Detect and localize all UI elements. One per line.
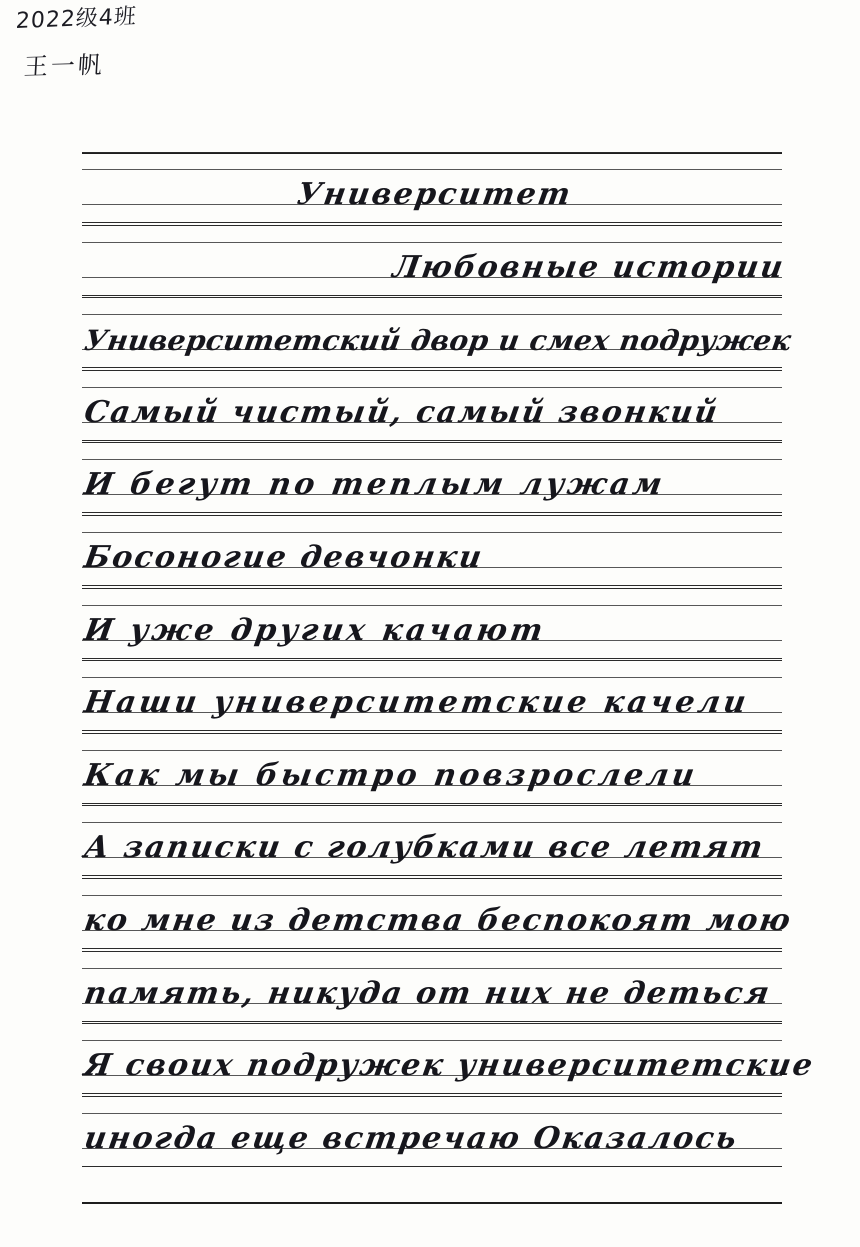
- guide-line-top: [82, 588, 782, 589]
- guide-line-descender: [82, 948, 782, 949]
- guide-line-top: [82, 370, 782, 371]
- writing-line: [81, 297, 794, 370]
- handwritten-text: иногда еще встречаю Оказалось: [81, 1120, 741, 1156]
- writing-line: [81, 878, 795, 951]
- guide-line-descender: [82, 875, 782, 876]
- writing-line: [82, 442, 782, 515]
- handwritten-text: Университетский двор и смех подружек: [81, 324, 794, 358]
- writing-line: [82, 515, 782, 588]
- handwritten-text: Самый чистый, самый звонкий: [81, 394, 722, 430]
- handwritten-text: Наши университетские качели: [81, 685, 752, 721]
- handwritten-text: ко мне из детства беспокоят мою: [81, 902, 795, 938]
- class-label: 2022级4班: [15, 4, 138, 35]
- writing-line: [81, 1023, 817, 1096]
- writing-line: [82, 733, 782, 806]
- guide-line-top: [82, 442, 782, 443]
- writing-line: [82, 225, 788, 298]
- guide-line-top: [82, 1096, 782, 1097]
- guide-line-top: [82, 805, 782, 806]
- guide-line-descender: [82, 1021, 782, 1022]
- handwritten-text: Как мы быстро повзрослели: [81, 757, 701, 793]
- writing-line: [82, 805, 782, 878]
- guide-line-top: [82, 733, 782, 734]
- guide-line-top: [82, 951, 782, 952]
- handwritten-text: И уже других качают: [81, 612, 549, 648]
- guide-line-descender: [82, 1166, 782, 1167]
- guide-line-top: [82, 1023, 782, 1024]
- guide-line-top: [82, 225, 782, 226]
- header-notes: [14, 4, 314, 82]
- writing-line: [82, 660, 782, 733]
- student-name: 王一帆: [23, 50, 106, 82]
- guide-line-descender: [82, 1093, 782, 1094]
- writing-line: [82, 152, 782, 225]
- handwritten-text: Любовные истории: [390, 249, 788, 285]
- guide-line-descender: [82, 295, 782, 296]
- handwritten-text: И бегут по теплым лужам: [81, 467, 668, 503]
- bottom-border-rule: [82, 1202, 782, 1204]
- guide-line-descender: [82, 440, 782, 441]
- guide-line-descender: [82, 222, 782, 223]
- handwritten-text: Босоногие девчонки: [81, 539, 487, 575]
- guide-line-descender: [82, 803, 782, 804]
- guide-line-top: [82, 515, 782, 516]
- handwritten-text: А записки с голубками все летят: [81, 830, 768, 866]
- guide-line-descender: [82, 367, 782, 368]
- guide-line-top: [82, 152, 782, 153]
- handwritten-text: память, никуда от них не деться: [81, 975, 774, 1011]
- guide-line-top: [82, 878, 782, 879]
- writing-line: [82, 370, 782, 443]
- guide-line-descender: [82, 730, 782, 731]
- guide-line-top: [82, 660, 782, 661]
- ruled-writing-area: [81, 152, 817, 1204]
- writing-line: [82, 1096, 782, 1169]
- guide-line-top: [82, 297, 782, 298]
- writing-line: [82, 951, 782, 1024]
- guide-line-descender: [82, 512, 782, 513]
- handwritten-text: Университет: [294, 177, 575, 212]
- writing-line: [82, 588, 782, 661]
- guide-line-descender: [82, 585, 782, 586]
- handwritten-text: Я своих подружек университетские: [81, 1048, 817, 1084]
- guide-line-descender: [82, 658, 782, 659]
